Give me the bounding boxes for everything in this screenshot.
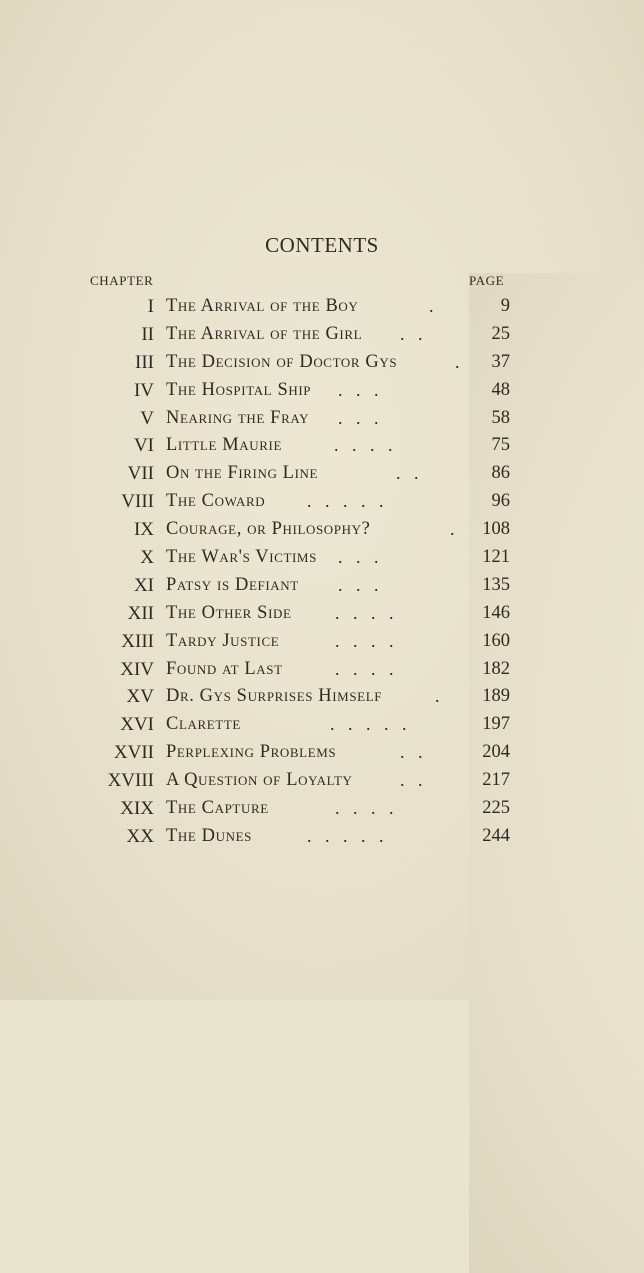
chapter-title: The Hospital Ship [166, 379, 312, 400]
chapter-number: IX [133, 519, 154, 541]
page-number: 9 [500, 296, 510, 316]
chapter-number: XI [133, 574, 154, 596]
toc-entry [0, 684, 644, 712]
toc-entry [0, 406, 644, 434]
dot-leader: . . [400, 742, 423, 763]
chapter-title: The Arrival of the Girl [166, 323, 363, 344]
page-number: 225 [482, 798, 510, 819]
page-number: 182 [482, 658, 510, 679]
chapter-title: On the Firing Line [166, 463, 319, 484]
dot-leader: . . . [338, 407, 379, 428]
page-number: 75 [491, 435, 510, 456]
dot-leader: . . . [338, 547, 379, 568]
page-title: CONTENTS [265, 233, 379, 257]
chapter-title: Nearing the Fray [166, 407, 310, 428]
chapter-number: XIX [120, 798, 154, 820]
chapter-title: The Other Side [166, 602, 292, 623]
page-number: 86 [491, 463, 510, 484]
dot-leader: . . . [338, 379, 379, 400]
chapter-number: XVII [113, 742, 154, 764]
chapter-number: XX [126, 825, 154, 847]
chapter-column-header: CHAPTER [90, 273, 154, 288]
page-number: 96 [491, 491, 510, 512]
chapter-title: The Capture [166, 798, 269, 819]
toc-entry [0, 517, 644, 545]
chapter-number: VIII [121, 491, 154, 513]
chapter-number: XVIII [107, 770, 154, 792]
chapter-number: VI [133, 435, 154, 457]
page-number: 108 [482, 519, 510, 540]
chapter-number: X [140, 547, 154, 569]
page-number: 58 [491, 407, 510, 428]
chapter-number: IV [133, 379, 154, 401]
toc-entry [0, 545, 644, 573]
page-number: 135 [482, 574, 510, 595]
chapter-title: The Dunes [166, 825, 252, 846]
page-column-header: PAGE [469, 273, 644, 1273]
chapter-number: XIV [120, 658, 154, 680]
toc-entry [0, 294, 644, 322]
toc-entry [0, 322, 644, 350]
chapter-title: The Decision of Doctor Gys [166, 351, 398, 372]
page-number: 197 [482, 714, 510, 735]
page-number: 244 [482, 825, 510, 846]
dot-leader: . [450, 519, 455, 540]
toc-entry [0, 824, 644, 852]
chapter-number: XV [126, 686, 154, 708]
page-number: 189 [482, 686, 510, 707]
chapter-number: XII [127, 602, 154, 624]
toc-entry [0, 601, 644, 629]
chapter-number: V [140, 407, 154, 429]
toc-entry [0, 712, 644, 740]
toc-entry [0, 796, 644, 824]
dot-leader: . [455, 351, 460, 372]
chapter-title: Perplexing Problems [166, 742, 337, 763]
page-number: 25 [491, 323, 510, 344]
dot-leader: . . . . . [307, 491, 384, 512]
table-of-contents [0, 294, 644, 852]
dot-leader: . . [400, 770, 423, 791]
dot-leader: . . [400, 323, 423, 344]
dot-leader: . . . [338, 574, 379, 595]
dot-leader: . . . . [335, 602, 394, 623]
chapter-number: III [135, 351, 154, 373]
chapter-title: A Question of Loyalty [166, 770, 353, 791]
dot-leader: . . . . [335, 658, 394, 679]
chapter-title: Dr. Gys Surprises Himself [166, 686, 383, 707]
chapter-title: Courage, or Philosophy? [166, 519, 371, 540]
page-number: 121 [482, 547, 510, 568]
toc-entry [0, 489, 644, 517]
chapter-title: Patsy is Defiant [166, 574, 299, 595]
page-number: 48 [491, 379, 510, 400]
dot-leader: . . . . . [307, 825, 384, 846]
chapter-title: Found at Last [166, 658, 283, 679]
page-number: 146 [482, 602, 510, 623]
chapter-title: The War's Victims [166, 547, 317, 568]
dot-leader: . [435, 686, 440, 707]
page-number: 160 [482, 630, 510, 651]
toc-entry [0, 740, 644, 768]
dot-leader: . . . . [335, 630, 394, 651]
chapter-number: VII [127, 463, 154, 485]
dot-leader: . . . . [334, 435, 393, 456]
toc-entry [0, 573, 644, 601]
toc-entry [0, 657, 644, 685]
chapter-title: Tardy Justice [166, 630, 280, 651]
toc-entry [0, 378, 644, 406]
chapter-number: II [141, 323, 154, 345]
chapter-number: I [147, 296, 154, 317]
chapter-number: XIII [121, 630, 154, 652]
toc-entry [0, 461, 644, 489]
dot-leader: . [429, 296, 434, 316]
chapter-number: XVI [120, 714, 154, 736]
chapter-title: The Coward [166, 491, 266, 512]
toc-entry [0, 350, 644, 378]
dot-leader: . . . . [335, 798, 394, 819]
chapter-title: The Arrival of the Boy [166, 296, 359, 316]
dot-leader: . . . . . [330, 714, 407, 735]
toc-entry [0, 433, 644, 461]
page-number: 217 [482, 770, 510, 791]
toc-entry [0, 629, 644, 657]
chapter-title: Clarette [166, 714, 241, 735]
page-number: 37 [491, 351, 510, 372]
toc-entry [0, 768, 644, 796]
dot-leader: . . [396, 463, 419, 484]
page-number: 204 [482, 742, 510, 763]
chapter-title: Little Maurie [166, 435, 282, 456]
